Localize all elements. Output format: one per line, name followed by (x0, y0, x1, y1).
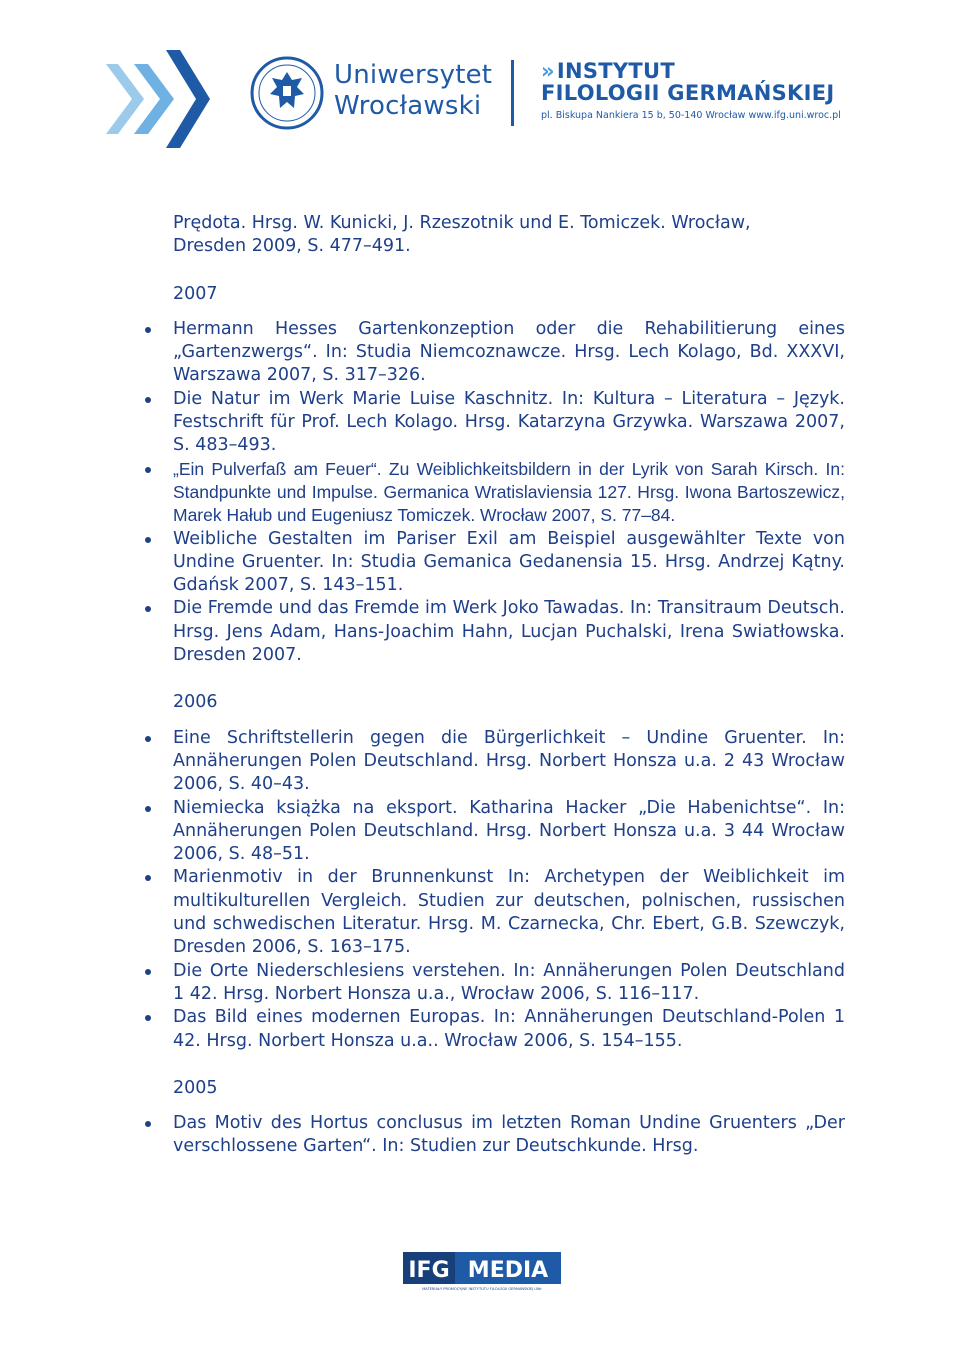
intro-line-2: Dresden 2009, S. 477–491. (173, 236, 411, 257)
list-item: Weibliche Gestalten im Pariser Exil am Beispiel ausgewählter Texte von Undine Gruenter. In: Studia Gemanica Gedanensia 15. Hrsg. Andrzej Kątny. Gdańsk 2007, S. 143–151. (173, 528, 845, 598)
university-name-line1: Uniwersytet (334, 60, 493, 90)
list-item: Eine Schriftstellerin gegen die Bürgerlichkeit – Undine Gruenter. In: Annäherungen Polen Deutschland. Hrsg. Norbert Honsza u.a. 2 43 Wrocław 2006, S. 40–43. (173, 727, 845, 797)
list-item: Die Orte Niederschlesiens verstehen. In: Annäherungen Polen Deutschland 1 42. Hrsg. Norbert Honsza u.a., Wrocław 2006, S. 116–117. (173, 960, 845, 1007)
institute-name-line1 (541, 60, 675, 82)
list-item: „Ein Pulverfaß am Feuer“. Zu Weiblichkeitsbildern in der Lyrik von Sarah Kirsch. In: Standpunkte und Impulse. Germanica Wratislaviensia 127. Hrsg. Iwona Bartoszewicz, Marek Hałub und Eugeniusz Tomiczek. Wrocław 2007, S. 77–84. (173, 458, 845, 528)
intro-line-1: Prędota. Hrsg. W. Kunicki, J. Rzeszotnik und E. Tomiczek. Wrocław, (173, 213, 751, 233)
institute-name-line1-text: INSTYTUT (556, 59, 676, 83)
university-seal-icon (250, 56, 324, 130)
header-divider (511, 60, 514, 126)
publication-list-2005 (173, 1112, 845, 1159)
list-item: Die Fremde und das Fremde im Werk Joko Tawadas. In: Transitraum Deutsch. Hrsg. Jens Adam, Hans-Joachim Hahn, Lucjan Puchalski, Irena Swiatłowska. Dresden 2007. (173, 597, 845, 667)
list-item: Marienmotiv in der Brunnenkunst In: Archetypen der Weiblichkeit im multikulturellen Vergleich. Studien zur deutschen, polnischen, russischen und schwedischen Literatur. Hrsg. M. Czarnecka, Chr. Ebert, G.B. Szewczyk, Dresden 2006, S. 163–175. (173, 866, 845, 959)
logo-text-right: MEDIA (467, 1258, 549, 1283)
publication-list (173, 212, 845, 1159)
list-item: Hermann Hesses Gartenkonzeption oder die Rehabilitierung eines „Gartenzwergs“. In: Studia Niemcoznawcze. Hrsg. Lech Kolago, Bd. XXXVI, Warszawa 2007, S. 317–326. (173, 318, 845, 388)
ifg-media-logo (403, 1252, 561, 1292)
year-heading-2007: 2007 (173, 283, 218, 304)
year-heading-2006: 2006 (173, 692, 218, 713)
institute-address: pl. Biskupa Nankiera 15 b, 50-140 Wrocław www.ifg.uni.wroc.pl (541, 110, 841, 121)
institute-name-line2: FILOLOGII GERMAŃSKIEJ (541, 81, 835, 105)
year-heading-2005: 2005 (173, 1077, 218, 1098)
raquo-icon: » (541, 59, 555, 83)
chevrons-logo-icon (104, 44, 214, 154)
university-name (334, 60, 492, 122)
logo-tagline: MATERIAŁY PROMOCYJNE INSTYTUTU FILOLOGII GERMAŃSKIEJ UWr (422, 1287, 542, 1291)
publication-list-2006 (173, 727, 845, 1053)
university-name-line2: Wrocławski (334, 91, 482, 121)
list-item: Die Natur im Werk Marie Luise Kaschnitz. In: Kultura – Literatura – Język. Festschrift für Prof. Lech Kolago. Hrsg. Katarzyna Grzywka. Warszawa 2007, S. 483–493. (173, 388, 845, 458)
list-item: Das Motiv des Hortus conclusus im letzten Roman Undine Gruenters „Der verschlossene Garten“. In: Studien zur Deutschkunde. Hrsg. (173, 1112, 845, 1159)
list-item: Niemiecka książka na eksport. Katharina Hacker „Die Habenichtse“. In: Annäherungen Polen Deutschland. Hrsg. Norbert Honsza u.a. 3 44 Wrocław 2006, S. 48–51. (173, 797, 845, 867)
list-item: Das Bild eines modernen Europas. In: Annäherungen Deutschland-Polen 1 42. Hrsg. Norbert Honsza u.a.. Wrocław 2006, S. 154–155. (173, 1006, 845, 1053)
logo-text-left: IFG (408, 1258, 450, 1283)
page-header (0, 0, 960, 170)
publication-list-2007 (173, 318, 845, 667)
